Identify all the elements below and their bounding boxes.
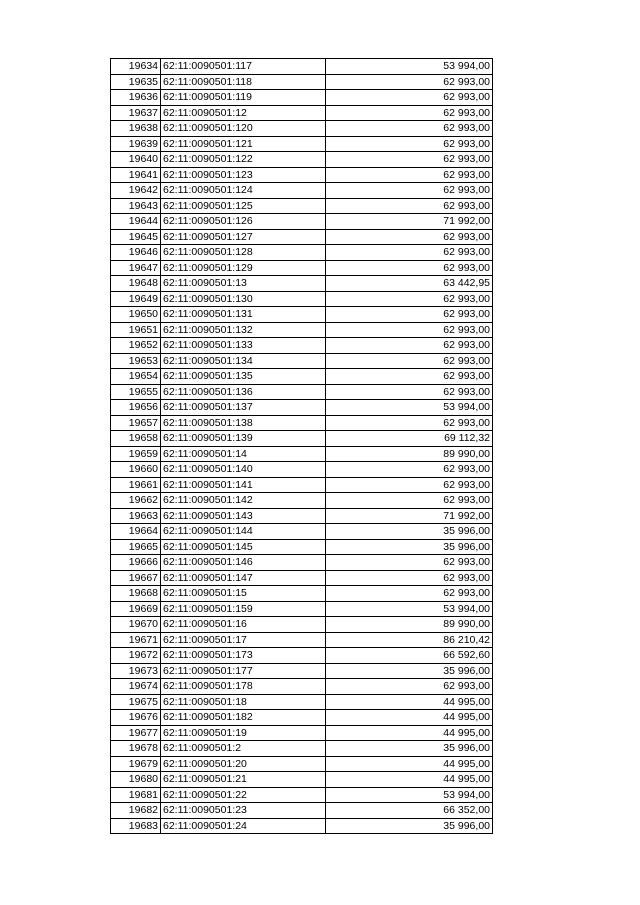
table-row	[111, 694, 493, 710]
table-row	[111, 167, 493, 183]
table-row	[111, 787, 493, 803]
value-cell: 62 993,00	[326, 121, 493, 137]
table-row	[111, 214, 493, 230]
row-number-cell: 19652	[111, 338, 161, 354]
cadastral-number-cell: 62:11:0090501:159	[161, 601, 326, 617]
row-number-cell: 19681	[111, 787, 161, 803]
cadastral-number-cell: 62:11:0090501:141	[161, 477, 326, 493]
cadastral-number-cell: 62:11:0090501:2	[161, 741, 326, 757]
cadastral-number-cell: 62:11:0090501:22	[161, 787, 326, 803]
row-number-cell: 19644	[111, 214, 161, 230]
value-cell: 63 442,95	[326, 276, 493, 292]
value-cell: 62 993,00	[326, 260, 493, 276]
table-row	[111, 229, 493, 245]
value-cell: 86 210,42	[326, 632, 493, 648]
value-cell: 62 993,00	[326, 415, 493, 431]
table-body	[111, 59, 493, 834]
table-row	[111, 803, 493, 819]
value-cell: 62 993,00	[326, 353, 493, 369]
row-number-cell: 19673	[111, 663, 161, 679]
table-row	[111, 90, 493, 106]
table-row	[111, 415, 493, 431]
table-row	[111, 462, 493, 478]
table-row	[111, 322, 493, 338]
row-number-cell: 19649	[111, 291, 161, 307]
table-row	[111, 338, 493, 354]
row-number-cell: 19679	[111, 756, 161, 772]
value-cell: 62 993,00	[326, 183, 493, 199]
table-row	[111, 121, 493, 137]
value-cell: 62 993,00	[326, 198, 493, 214]
cadastral-number-cell: 62:11:0090501:135	[161, 369, 326, 385]
row-number-cell: 19665	[111, 539, 161, 555]
row-number-cell: 19638	[111, 121, 161, 137]
value-cell: 53 994,00	[326, 787, 493, 803]
cadastral-value-table	[110, 58, 493, 834]
row-number-cell: 19647	[111, 260, 161, 276]
value-cell: 35 996,00	[326, 818, 493, 834]
value-cell: 62 993,00	[326, 307, 493, 323]
cadastral-number-cell: 62:11:0090501:130	[161, 291, 326, 307]
cadastral-number-cell: 62:11:0090501:145	[161, 539, 326, 555]
row-number-cell: 19682	[111, 803, 161, 819]
row-number-cell: 19654	[111, 369, 161, 385]
row-number-cell: 19650	[111, 307, 161, 323]
value-cell: 35 996,00	[326, 539, 493, 555]
cadastral-number-cell: 62:11:0090501:117	[161, 59, 326, 75]
table-row	[111, 539, 493, 555]
cadastral-number-cell: 62:11:0090501:136	[161, 384, 326, 400]
cadastral-number-cell: 62:11:0090501:24	[161, 818, 326, 834]
row-number-cell: 19653	[111, 353, 161, 369]
row-number-cell: 19655	[111, 384, 161, 400]
value-cell: 62 993,00	[326, 152, 493, 168]
cadastral-number-cell: 62:11:0090501:21	[161, 772, 326, 788]
table-row	[111, 710, 493, 726]
value-cell: 89 990,00	[326, 617, 493, 633]
row-number-cell: 19676	[111, 710, 161, 726]
row-number-cell: 19657	[111, 415, 161, 431]
table-row	[111, 663, 493, 679]
value-cell: 62 993,00	[326, 245, 493, 261]
table-row	[111, 369, 493, 385]
value-cell: 62 993,00	[326, 291, 493, 307]
row-number-cell: 19642	[111, 183, 161, 199]
value-cell: 66 592,60	[326, 648, 493, 664]
table-row	[111, 818, 493, 834]
value-cell: 62 993,00	[326, 322, 493, 338]
cadastral-number-cell: 62:11:0090501:120	[161, 121, 326, 137]
value-cell: 62 993,00	[326, 338, 493, 354]
table-row	[111, 291, 493, 307]
table-row	[111, 493, 493, 509]
row-number-cell: 19645	[111, 229, 161, 245]
row-number-cell: 19664	[111, 524, 161, 540]
cadastral-number-cell: 62:11:0090501:144	[161, 524, 326, 540]
table-row	[111, 136, 493, 152]
table-row	[111, 756, 493, 772]
cadastral-number-cell: 62:11:0090501:13	[161, 276, 326, 292]
value-cell: 62 993,00	[326, 477, 493, 493]
cadastral-number-cell: 62:11:0090501:178	[161, 679, 326, 695]
cadastral-number-cell: 62:11:0090501:122	[161, 152, 326, 168]
value-cell: 66 352,00	[326, 803, 493, 819]
cadastral-number-cell: 62:11:0090501:19	[161, 725, 326, 741]
cadastral-number-cell: 62:11:0090501:134	[161, 353, 326, 369]
cadastral-number-cell: 62:11:0090501:23	[161, 803, 326, 819]
cadastral-number-cell: 62:11:0090501:118	[161, 74, 326, 90]
table-row	[111, 74, 493, 90]
cadastral-number-cell: 62:11:0090501:124	[161, 183, 326, 199]
cadastral-number-cell: 62:11:0090501:133	[161, 338, 326, 354]
cadastral-number-cell: 62:11:0090501:16	[161, 617, 326, 633]
cadastral-number-cell: 62:11:0090501:127	[161, 229, 326, 245]
cadastral-number-cell: 62:11:0090501:125	[161, 198, 326, 214]
row-number-cell: 19656	[111, 400, 161, 416]
cadastral-number-cell: 62:11:0090501:177	[161, 663, 326, 679]
cadastral-number-cell: 62:11:0090501:121	[161, 136, 326, 152]
table-row	[111, 276, 493, 292]
table-row	[111, 260, 493, 276]
row-number-cell: 19640	[111, 152, 161, 168]
table-row	[111, 198, 493, 214]
cadastral-number-cell: 62:11:0090501:147	[161, 570, 326, 586]
value-cell: 69 112,32	[326, 431, 493, 447]
value-cell: 44 995,00	[326, 772, 493, 788]
row-number-cell: 19635	[111, 74, 161, 90]
row-number-cell: 19683	[111, 818, 161, 834]
cadastral-number-cell: 62:11:0090501:129	[161, 260, 326, 276]
cadastral-number-cell: 62:11:0090501:20	[161, 756, 326, 772]
value-cell: 62 993,00	[326, 493, 493, 509]
table-row	[111, 524, 493, 540]
table-row	[111, 679, 493, 695]
table-row	[111, 245, 493, 261]
row-number-cell: 19636	[111, 90, 161, 106]
value-cell: 62 993,00	[326, 555, 493, 571]
table-row	[111, 400, 493, 416]
value-cell: 62 993,00	[326, 90, 493, 106]
cadastral-number-cell: 62:11:0090501:12	[161, 105, 326, 121]
value-cell: 62 993,00	[326, 462, 493, 478]
cadastral-number-cell: 62:11:0090501:131	[161, 307, 326, 323]
cadastral-number-cell: 62:11:0090501:146	[161, 555, 326, 571]
value-cell: 44 995,00	[326, 725, 493, 741]
value-cell: 53 994,00	[326, 601, 493, 617]
row-number-cell: 19671	[111, 632, 161, 648]
value-cell: 89 990,00	[326, 446, 493, 462]
table-row	[111, 183, 493, 199]
table-row	[111, 477, 493, 493]
value-cell: 35 996,00	[326, 663, 493, 679]
value-cell: 71 992,00	[326, 214, 493, 230]
row-number-cell: 19672	[111, 648, 161, 664]
cadastral-number-cell: 62:11:0090501:126	[161, 214, 326, 230]
value-cell: 62 993,00	[326, 384, 493, 400]
cadastral-number-cell: 62:11:0090501:143	[161, 508, 326, 524]
table-row	[111, 152, 493, 168]
table-row	[111, 570, 493, 586]
row-number-cell: 19680	[111, 772, 161, 788]
value-cell: 62 993,00	[326, 74, 493, 90]
value-cell: 35 996,00	[326, 524, 493, 540]
row-number-cell: 19670	[111, 617, 161, 633]
value-cell: 62 993,00	[326, 105, 493, 121]
table-row	[111, 555, 493, 571]
value-cell: 62 993,00	[326, 229, 493, 245]
cadastral-number-cell: 62:11:0090501:123	[161, 167, 326, 183]
value-cell: 53 994,00	[326, 59, 493, 75]
table-row	[111, 508, 493, 524]
row-number-cell: 19668	[111, 586, 161, 602]
row-number-cell: 19677	[111, 725, 161, 741]
table-row	[111, 384, 493, 400]
cadastral-number-cell: 62:11:0090501:14	[161, 446, 326, 462]
row-number-cell: 19651	[111, 322, 161, 338]
cadastral-number-cell: 62:11:0090501:128	[161, 245, 326, 261]
value-cell: 71 992,00	[326, 508, 493, 524]
row-number-cell: 19663	[111, 508, 161, 524]
row-number-cell: 19641	[111, 167, 161, 183]
row-number-cell: 19662	[111, 493, 161, 509]
cadastral-number-cell: 62:11:0090501:182	[161, 710, 326, 726]
value-cell: 44 995,00	[326, 710, 493, 726]
table-row	[111, 431, 493, 447]
row-number-cell: 19637	[111, 105, 161, 121]
cadastral-number-cell: 62:11:0090501:139	[161, 431, 326, 447]
value-cell: 53 994,00	[326, 400, 493, 416]
table-row	[111, 307, 493, 323]
value-cell: 62 993,00	[326, 369, 493, 385]
row-number-cell: 19648	[111, 276, 161, 292]
row-number-cell: 19669	[111, 601, 161, 617]
cadastral-number-cell: 62:11:0090501:17	[161, 632, 326, 648]
cadastral-number-cell: 62:11:0090501:132	[161, 322, 326, 338]
cadastral-number-cell: 62:11:0090501:119	[161, 90, 326, 106]
value-cell: 62 993,00	[326, 679, 493, 695]
table-row	[111, 772, 493, 788]
row-number-cell: 19660	[111, 462, 161, 478]
table-row	[111, 617, 493, 633]
table-row	[111, 353, 493, 369]
row-number-cell: 19634	[111, 59, 161, 75]
table-row	[111, 741, 493, 757]
value-cell: 44 995,00	[326, 694, 493, 710]
cadastral-number-cell: 62:11:0090501:140	[161, 462, 326, 478]
row-number-cell: 19659	[111, 446, 161, 462]
cadastral-number-cell: 62:11:0090501:138	[161, 415, 326, 431]
value-cell: 35 996,00	[326, 741, 493, 757]
row-number-cell: 19674	[111, 679, 161, 695]
row-number-cell: 19639	[111, 136, 161, 152]
row-number-cell: 19667	[111, 570, 161, 586]
value-cell: 62 993,00	[326, 136, 493, 152]
table-row	[111, 632, 493, 648]
table-row	[111, 725, 493, 741]
row-number-cell: 19675	[111, 694, 161, 710]
value-cell: 44 995,00	[326, 756, 493, 772]
table-row	[111, 446, 493, 462]
table-row	[111, 601, 493, 617]
cadastral-number-cell: 62:11:0090501:142	[161, 493, 326, 509]
cadastral-number-cell: 62:11:0090501:137	[161, 400, 326, 416]
value-cell: 62 993,00	[326, 586, 493, 602]
row-number-cell: 19666	[111, 555, 161, 571]
table-row	[111, 105, 493, 121]
row-number-cell: 19646	[111, 245, 161, 261]
value-cell: 62 993,00	[326, 570, 493, 586]
table-row	[111, 648, 493, 664]
row-number-cell: 19658	[111, 431, 161, 447]
cadastral-number-cell: 62:11:0090501:173	[161, 648, 326, 664]
value-cell: 62 993,00	[326, 167, 493, 183]
table-row	[111, 59, 493, 75]
row-number-cell: 19661	[111, 477, 161, 493]
cadastral-number-cell: 62:11:0090501:15	[161, 586, 326, 602]
row-number-cell: 19678	[111, 741, 161, 757]
cadastral-number-cell: 62:11:0090501:18	[161, 694, 326, 710]
row-number-cell: 19643	[111, 198, 161, 214]
table-row	[111, 586, 493, 602]
